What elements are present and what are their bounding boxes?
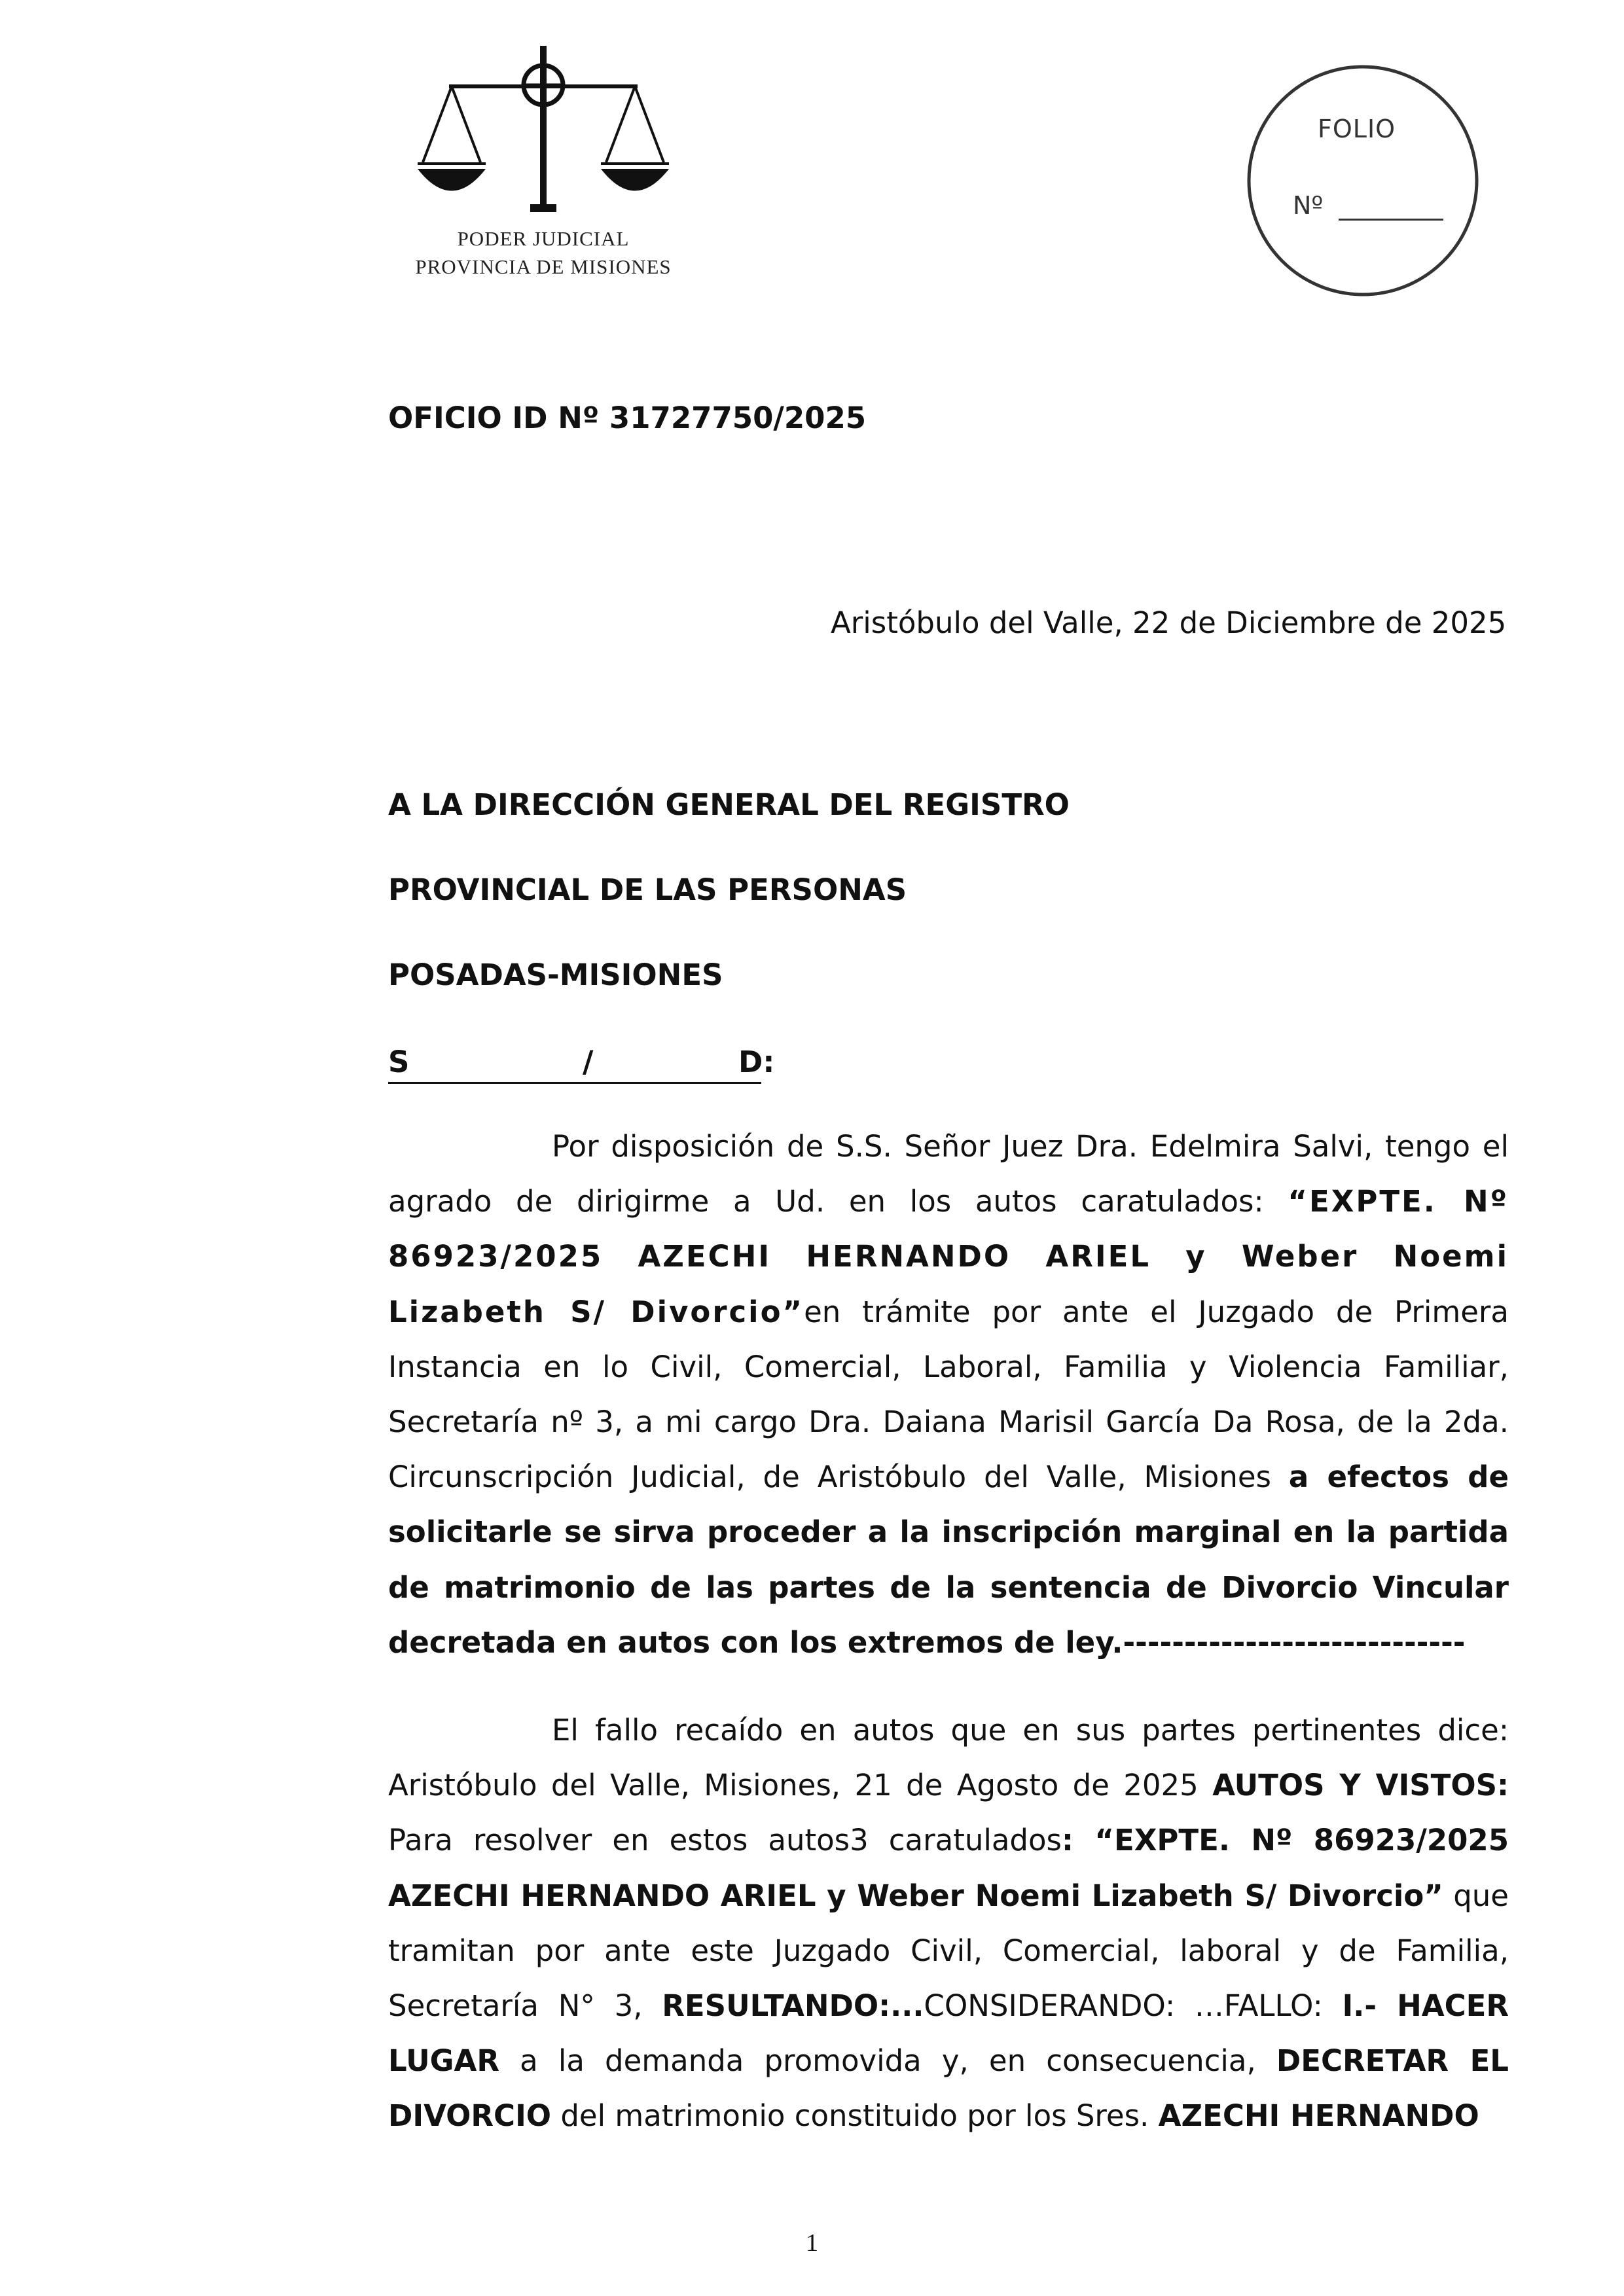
p2-text-6: del matrimonio constituido por los Sres. xyxy=(551,2098,1159,2134)
sd-s: S xyxy=(388,1045,410,1079)
p2-resultando: RESULTANDO:... xyxy=(662,1988,924,2024)
logo-text-provincia: PROVINCIA DE MISIONES xyxy=(415,255,672,278)
sd-slash: / xyxy=(583,1045,594,1079)
p2-text-1: El fallo recaído en autos que en sus partes pertinentes dice: Aristóbulo del Valle, Misiones, 21 de Agosto de 2025 xyxy=(388,1713,1509,1803)
p2-text-4: CONSIDERANDO: …FALLO: xyxy=(924,1988,1343,2024)
date-line: Aristóbulo del Valle, 22 de Diciembre de 2025 xyxy=(831,605,1507,640)
p2-party-name: AZECHI HERNANDO xyxy=(1158,2098,1479,2134)
p2-case-title: : “EXPTE. Nº 86923/2025 AZECHI HERNANDO ARIEL y Weber Noemi Lizabeth S/ Divorcio” xyxy=(388,1823,1509,1913)
body-paragraph-2 xyxy=(388,1703,1509,2144)
p1-text-2: en trámite por ante el Juzgado de Primera Instancia en lo Civil, Comercial, Laboral, Familia y Violencia Familiar, Secretaría nº 3, a mi cargo Dra. Daiana Marisil García Da Rosa, de la 2da. Circunscripción Judicial, de Aristóbulo del Valle, Misiones xyxy=(388,1294,1509,1495)
su-despacho xyxy=(388,1045,781,1084)
oficio-id: OFICIO ID Nº 31727750/2025 xyxy=(388,401,867,435)
folio-stamp-circle xyxy=(1245,63,1481,298)
p2-text-2: Para resolver en estos autos3 caratulados xyxy=(388,1823,1062,1858)
addressee-line-2: PROVINCIAL DE LAS PERSONAS xyxy=(388,872,907,907)
poder-judicial-logo xyxy=(406,39,681,288)
addressee-line-1: A LA DIRECCIÓN GENERAL DEL REGISTRO xyxy=(388,787,1070,822)
p2-autos-y-vistos: AUTOS Y VISTOS: xyxy=(1212,1768,1509,1803)
p2-decretar-divorcio: DECRETAR EL DIVORCIO xyxy=(388,2043,1509,2134)
folio-number-label: Nº xyxy=(1293,191,1324,220)
p2-text-3: que tramitan por ante este Juzgado Civil, Comercial, laboral y de Familia, Secretaría N° 3, xyxy=(388,1878,1509,2024)
p1-request: a efectos de solicitarle se sirva proceder a la inscripción marginal en la partida de matrimonio de las partes de la sentencia de Divorcio Vincular decretada en autos con los extremos de ley.---------------------------- xyxy=(388,1460,1509,1660)
sd-d: D: xyxy=(738,1045,775,1079)
addressee-line-3: POSADAS-MISIONES xyxy=(388,958,723,992)
sd-underline-2 xyxy=(583,1082,761,1084)
page-number: 1 xyxy=(806,2229,818,2257)
p1-case-title: “EXPTE. Nº 86923/2025 AZECHI HERNANDO ARIEL y Weber Noemi Lizabeth S/ Divorcio” xyxy=(388,1184,1509,1329)
scales-of-justice-icon xyxy=(406,39,681,229)
body-paragraph-1 xyxy=(388,1119,1509,1670)
sd-underline-1 xyxy=(388,1082,583,1084)
folio-number-blank xyxy=(1339,219,1443,221)
p2-hacer-lugar: I.- HACER LUGAR xyxy=(388,1988,1509,2079)
folio-label: FOLIO xyxy=(1318,115,1396,143)
logo-text-poder-judicial: PODER JUDICIAL xyxy=(457,227,630,250)
p2-text-5: a la demanda promovida y, en consecuencia, xyxy=(499,2043,1276,2079)
p1-text-1: Por disposición de S.S. Señor Juez Dra. Edelmira Salvi, tengo el agrado de dirigirme a Ud. en los autos caratulados: xyxy=(388,1129,1509,1219)
